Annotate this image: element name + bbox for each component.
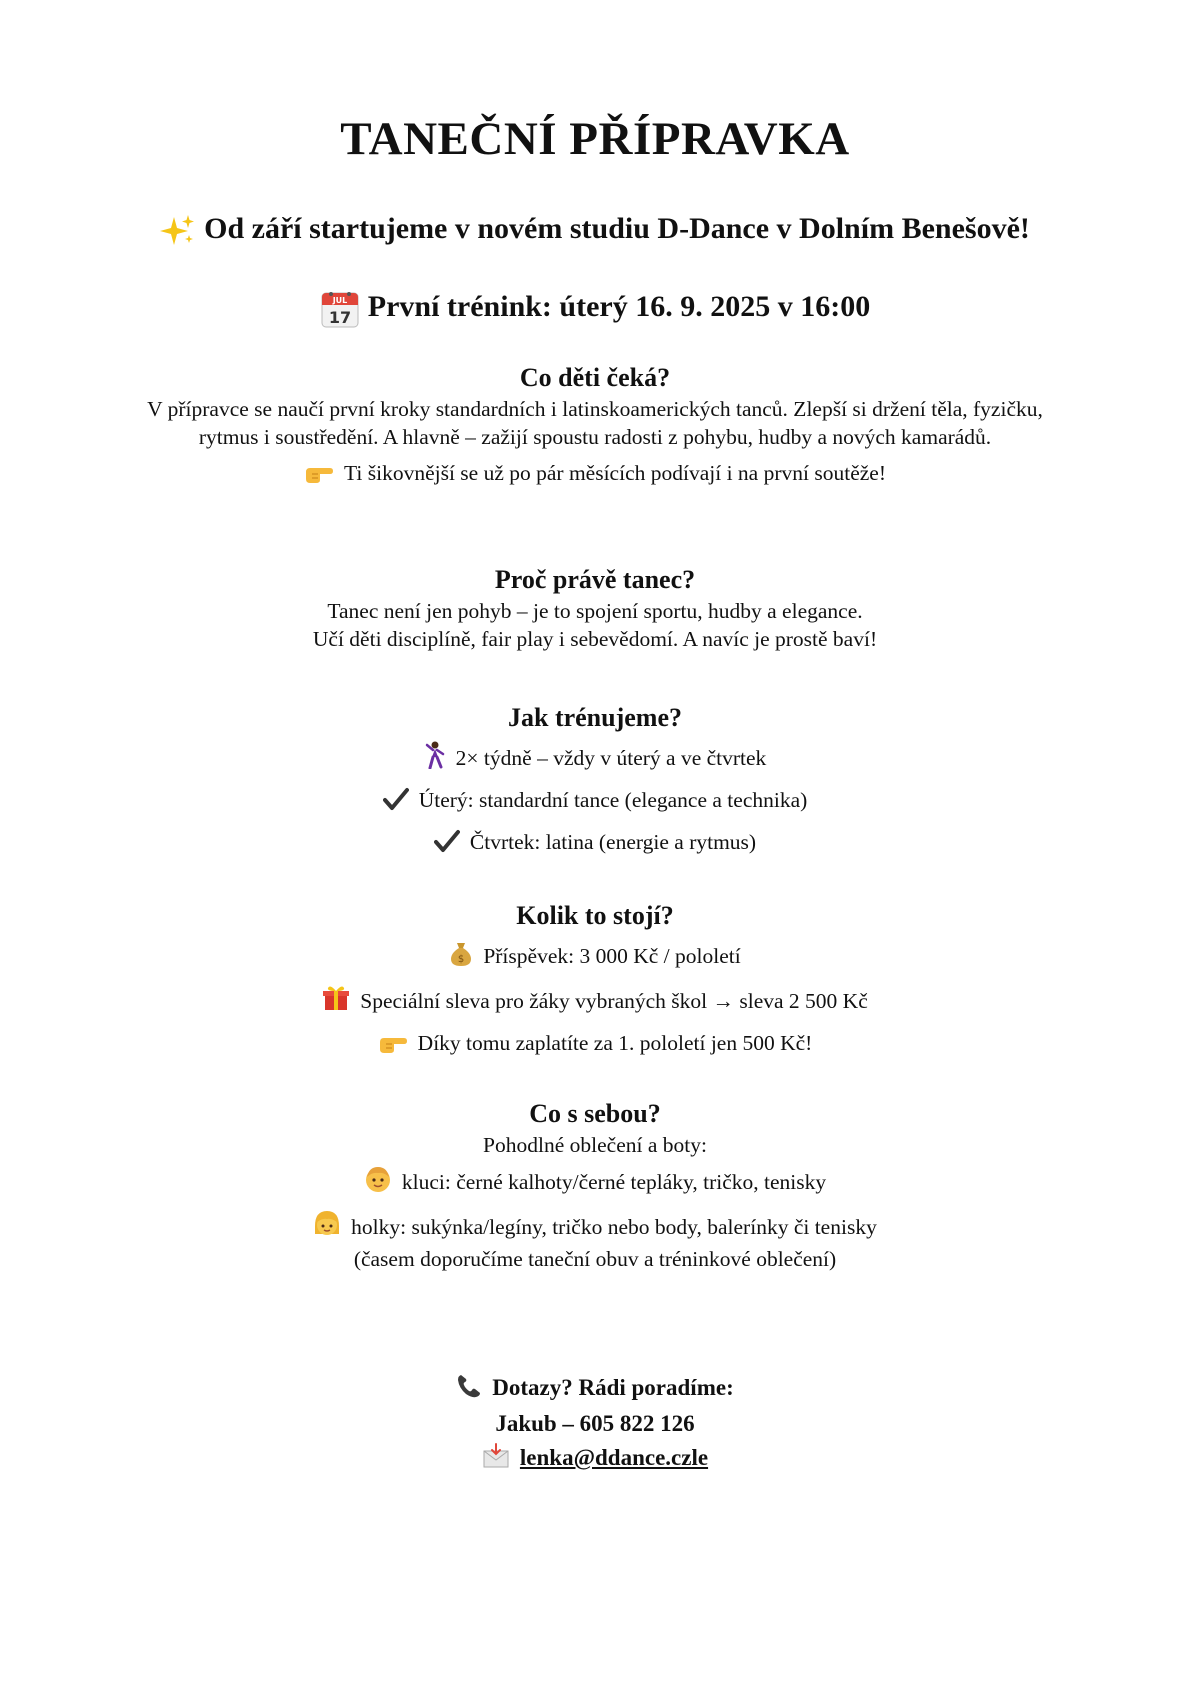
- section-how-line-2-text: Úterý: standardní tance (elegance a technika): [418, 788, 808, 812]
- phone-icon: [456, 1373, 482, 1408]
- girl-icon: [313, 1210, 341, 1245]
- section-why-line-2: Učí děti disciplíně, fair play i sebevědomí. A navíc je prostě baví!: [312, 627, 878, 651]
- section-bring: [0, 1097, 1190, 1273]
- envelope-icon: [482, 1443, 510, 1478]
- boy-icon: [364, 1165, 392, 1200]
- section-price-line-3-text: Díky tomu zaplatíte za 1. pololetí jen 500 Kč!: [417, 1031, 813, 1055]
- section-how-line-1-text: 2× týdně – vždy v úterý a ve čtvrtek: [455, 746, 767, 770]
- section-what-text: V přípravce se naučí první kroky standardních i latinskoamerických tanců. Zlepší si držení těla, fyzičku, rytmus i soustředění. A hlavně – zažijí spoustu radosti z pohybu, hudby a nových kamarádů.: [147, 397, 1043, 449]
- section-what: [0, 361, 1190, 491]
- calendar-icon: [320, 289, 360, 329]
- contact-line-1-text: Dotazy? Rádi poradíme:: [492, 1375, 734, 1400]
- section-how: [0, 701, 1190, 860]
- calendar-month: JUL: [332, 296, 348, 305]
- section-why: [0, 563, 1190, 653]
- contact-email-line: [0, 1442, 1190, 1478]
- section-what-note-text: Ti šikovnější se už po pár měsících podívají i na první soutěže!: [344, 461, 886, 485]
- intro-line-first-training: [0, 289, 1190, 329]
- section-why-heading: Proč právě tanec?: [494, 565, 696, 594]
- sparkles-icon: [160, 213, 196, 249]
- money-bag-icon: [449, 939, 473, 974]
- section-how-line-2: [0, 786, 1190, 818]
- contact-phone: Jakub – 605 822 126: [495, 1411, 695, 1436]
- section-how-heading: Jak trénujeme?: [507, 703, 682, 732]
- page-title: TANEČNÍ PŘÍPRAVKA: [340, 113, 850, 165]
- section-price-line-3: [0, 1029, 1190, 1061]
- section-what-note: [0, 459, 1190, 491]
- section-price-line-2-text: Speciální sleva pro žáky vybraných škol → sleva 2 500 Kč: [360, 989, 868, 1013]
- contact-email-link[interactable]: lenka@ddance.czle: [519, 1445, 709, 1470]
- section-how-line-1: [0, 741, 1190, 776]
- dancer-icon: [424, 741, 446, 776]
- contact-block: [0, 1372, 1190, 1478]
- pointing-hand-icon: [304, 463, 334, 491]
- section-price-line-1-text: Příspěvek: 3 000 Kč / pololetí: [483, 944, 741, 968]
- section-how-line-3: [0, 828, 1190, 860]
- section-why-line-1: Tanec není jen pohyb – je to spojení sportu, hudby a elegance.: [327, 599, 863, 623]
- intro-line-1: Od září startujeme v novém studiu D-Dance v Dolním Benešově!: [204, 212, 1030, 245]
- svg-text:$: $: [458, 954, 465, 965]
- contact-line-1: [0, 1372, 1190, 1408]
- section-price-line-1: [0, 939, 1190, 974]
- intro-line-start: [0, 212, 1190, 249]
- intro-line-2: První trénink: úterý 16. 9. 2025 v 16:00: [367, 289, 871, 323]
- section-bring-line-2: [0, 1165, 1190, 1200]
- section-bring-line-2-text: kluci: černé kalhoty/černé tepláky, tričko, tenisky: [401, 1170, 827, 1194]
- section-price-heading: Kolik to stojí?: [516, 901, 674, 930]
- gift-icon: [322, 984, 350, 1019]
- section-bring-line-3: [0, 1210, 1190, 1245]
- section-price-line-2: [0, 984, 1190, 1019]
- check-icon: [383, 787, 409, 818]
- section-bring-heading: Co s sebou?: [529, 1099, 661, 1128]
- section-price: [0, 899, 1190, 1061]
- section-how-line-3-text: Čtvrtek: latina (energie a rytmus): [469, 830, 757, 854]
- section-bring-line-3-text: holky: sukýnka/legíny, tričko nebo body, balerínky či tenisky: [351, 1215, 877, 1239]
- check-icon: [434, 829, 460, 860]
- section-what-heading: Co děti čeká?: [519, 363, 671, 392]
- section-bring-line-1: Pohodlné oblečení a boty:: [483, 1133, 707, 1157]
- section-bring-line-4: (časem doporučíme taneční obuv a tréninkové oblečení): [353, 1247, 837, 1271]
- pointing-hand-icon: [378, 1033, 408, 1061]
- calendar-day: 17: [328, 308, 351, 327]
